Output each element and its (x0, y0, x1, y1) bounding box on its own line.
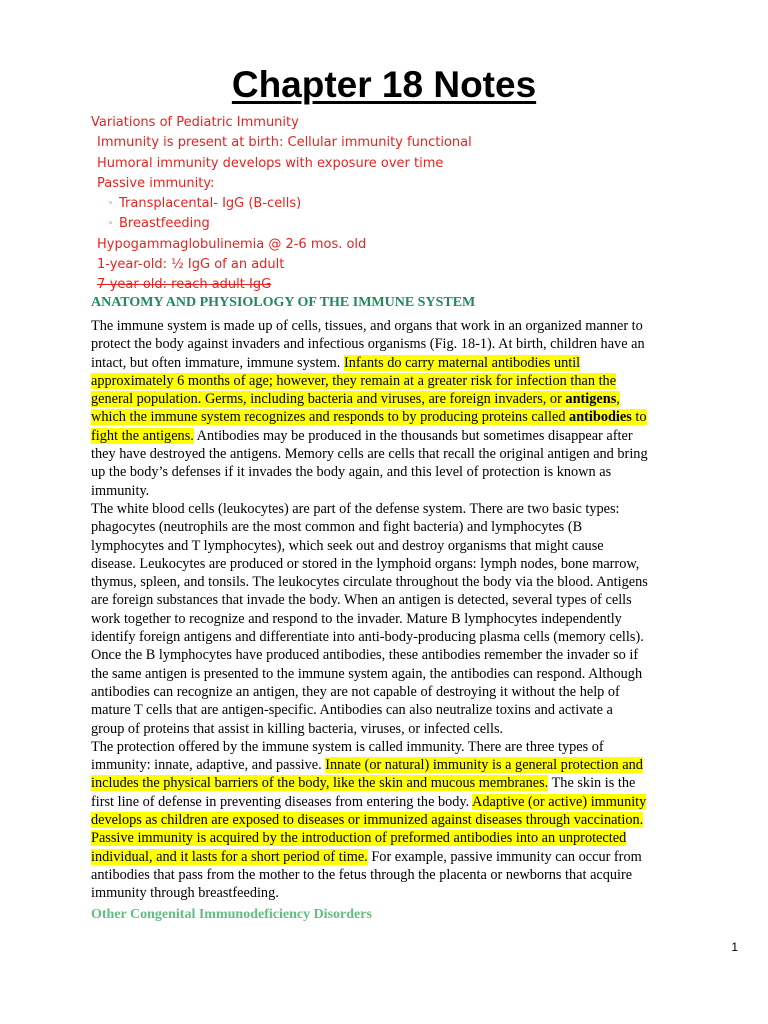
notes-item: Humoral immunity develops with exposure over time (97, 155, 444, 171)
text-run: Once the B lymphocytes have produced antibodies, these antibodies remember the invader so if (91, 647, 639, 664)
body-line (91, 390, 687, 408)
text-run: lymphocytes and T lymphocytes), which seek out and destroy organisms that might cause (91, 537, 604, 554)
body-line (91, 701, 687, 719)
body-line (91, 591, 687, 609)
text-run: first line of defense in preventing diseases from entering the body. (91, 793, 473, 810)
text-run: The immune system is made up of cells, tissues, and organs that work in an organized manner to (91, 318, 643, 334)
body-line (91, 738, 687, 756)
highlighted-run: Passive immunity is acquired by the introduction of preformed antibodies into an unprotected (91, 830, 627, 847)
notes-item-struck: 7-year-old: reach adult IgG (97, 277, 272, 293)
body-line (91, 811, 687, 829)
notes-item: Hypogammaglobulinemia @ 2-6 mos. old (97, 236, 367, 252)
body-line (91, 756, 687, 774)
body-line (91, 317, 687, 335)
text-run: The skin is the (548, 775, 636, 792)
highlighted-run: develops as children are exposed to diseases or immunized against diseases through vaccination. (91, 812, 644, 829)
body-line (91, 518, 687, 536)
page-number: 1 (731, 940, 738, 954)
highlighted-run: approximately 6 months of age; however, they remain at a greater risk for infection than the (91, 372, 617, 389)
body-line (91, 884, 687, 902)
body-line (91, 555, 687, 573)
notes-list (91, 113, 711, 296)
text-run: they have destroyed the antigens. Memory cells are cells that recall the original antigen and bring (91, 446, 648, 463)
body-line (91, 866, 687, 884)
text-run: The white blood cells (leukocytes) are part of the defense system. There are two basic types: (91, 500, 620, 517)
notes-item: Passive immunity: (97, 175, 215, 191)
bullet-icon: ◦ (108, 199, 114, 210)
text-run: immunity: innate, adaptive, and passive. (91, 757, 326, 774)
highlighted-run: fight the antigens. (91, 427, 194, 444)
body-line (91, 646, 687, 664)
body-line (91, 573, 687, 591)
body-line (91, 848, 687, 866)
text-run: For example, passive immunity can occur from (367, 848, 642, 865)
body-line (91, 665, 687, 683)
text-run: up the body’s defenses if it invades the body again, and this level of protection is known as (91, 464, 612, 481)
body-line (91, 683, 687, 701)
text-run: antibodies that pass from the mother to the fetus through the placenta or newborns that acquire (91, 866, 633, 883)
section-heading: ANATOMY AND PHYSIOLOGY OF THE IMMUNE SYSTEM (91, 295, 476, 310)
text-run: antibodies can recognize an antigen, they are not capable of destroying it without the help of (91, 683, 620, 700)
body-line (91, 354, 687, 372)
body-line (91, 628, 687, 646)
body-line (91, 427, 687, 445)
body-line (91, 408, 687, 426)
highlighted-run: which the immune system recognizes and responds to by producing proteins called (91, 409, 570, 426)
highlighted-run: Infants do carry maternal antibodies until (343, 354, 581, 371)
text-run: immunity. (91, 482, 150, 499)
body-line (91, 335, 687, 353)
text-run: work together to recognize and respond to the invader. Mature B lymphocytes independently (91, 610, 622, 627)
highlighted-run: includes the physical barriers of the body, like the skin and mucous membranes. (91, 775, 549, 792)
body-line (91, 793, 687, 811)
body-line (91, 537, 687, 555)
highlighted-run: Adaptive (or active) immunity (472, 793, 647, 810)
notes-item: 1-year-old: ½ IgG of an adult (97, 257, 285, 273)
body-line (91, 774, 687, 792)
text-run: phagocytes (neutrophils are the most common and fight bacteria) and lymphocytes (B (91, 519, 583, 536)
text-run: the same antigen is presented to the immune system again, the antibodies can respond. Although (91, 665, 643, 682)
text-run: identify foreign antigens and differentiate into anti-body-producing plasma cells (memory cells). (91, 629, 644, 646)
bullet-icon: ◦ (108, 219, 114, 230)
body-line (91, 372, 687, 390)
notes-subitem (91, 194, 711, 214)
highlighted-run: individual, and it lasts for a short period of time. (91, 848, 368, 865)
highlighted-run: Innate (or natural) immunity is a general protection and (325, 757, 643, 774)
text-run: The protection offered by the immune system is called immunity. There are three types of (91, 738, 604, 755)
highlighted-run: , (616, 391, 620, 408)
highlighted-run: general population. Germs, including bacteria and viruses, are foreign invaders, or (91, 391, 566, 408)
sub-heading: Other Congenital Immunodeficiency Disorders (91, 907, 372, 922)
text-run: thymus, spleen, and tonsils. The leukocytes circulate throughout the body via the blood. Antigens (91, 574, 648, 591)
body-line (91, 610, 687, 628)
text-run: are foreign substances that invade the body. When an antigen is detected, several types of cells (91, 592, 632, 609)
highlighted-run: to (631, 409, 647, 426)
notes-heading: Variations of Pediatric Immunity (91, 115, 299, 130)
text-run: disease. Leukocytes are produced or stored in the lymphoid organs: lymph nodes, bone marrow, (91, 555, 640, 572)
page-title: Chapter 18 Notes (231, 64, 537, 105)
body-line (91, 463, 687, 481)
body-line (91, 500, 687, 518)
notes-item: Immunity is present at birth: Cellular immunity functional (97, 135, 472, 151)
text-run: group of proteins that assist in killing bacteria, viruses, or infected cells. (91, 720, 504, 737)
bold-term: antigens (565, 391, 617, 408)
notes-subitem-text: Transplacental- IgG (B-cells) (119, 196, 302, 212)
text-run: immunity through breastfeeding. (91, 885, 279, 902)
body-line (91, 482, 687, 500)
text-run: intact, but often immature, immune system. (91, 354, 344, 371)
body-line (91, 829, 687, 847)
text-run: mature T cells that are antigen-specific. Antibodies can also neutralize toxins and activate a (91, 702, 613, 719)
bold-term: antibodies (569, 409, 632, 426)
body-text (91, 317, 687, 903)
text-run: Antibodies may be produced in the thousands but sometimes disappear after (193, 427, 633, 444)
body-line (91, 445, 687, 463)
body-line (91, 720, 687, 738)
notes-subitem (91, 214, 711, 234)
text-run: protect the body against invaders and infectious organisms (Fig. 18-1). At birth, children have an (91, 336, 645, 353)
notes-subitem-text: Breastfeeding (119, 216, 210, 232)
